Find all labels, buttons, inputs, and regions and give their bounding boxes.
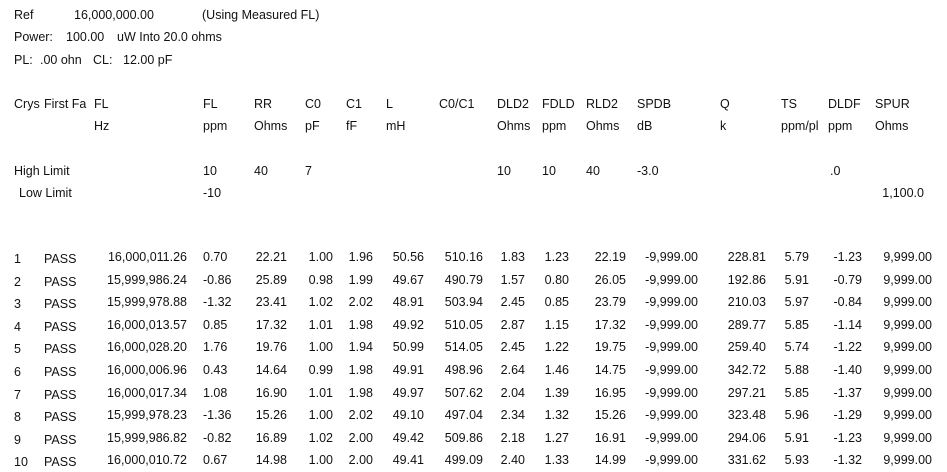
- cell-fdld: 1.15: [544, 318, 569, 332]
- cell-c0: 1.00: [308, 408, 333, 422]
- cell-c1: 2.02: [348, 408, 373, 422]
- cell-dldf: -1.29: [833, 408, 862, 422]
- cell-spdb: -9,999.00: [645, 318, 698, 332]
- cell-q: 210.03: [727, 295, 766, 309]
- cell-dld2: 2.40: [500, 453, 525, 467]
- cell-l: 49.97: [392, 386, 424, 400]
- column-unit-c1: fF: [346, 119, 358, 133]
- ref-note: (Using Measured FL): [202, 8, 320, 22]
- cell-l: 49.92: [392, 318, 424, 332]
- cell-fl_ppm: 0.43: [203, 363, 228, 377]
- cell-c0c1: 503.94: [444, 295, 483, 309]
- cell-q: 331.62: [727, 453, 766, 467]
- cell-spur: 9,999.00: [883, 340, 932, 354]
- cell-c0c1: 499.09: [444, 453, 483, 467]
- cell-spdb: -9,999.00: [645, 340, 698, 354]
- column-unit-spur: Ohms: [875, 119, 909, 133]
- cell-c0: 0.99: [308, 363, 333, 377]
- cell-c0: 1.01: [308, 318, 333, 332]
- cell-dld2: 2.87: [500, 318, 525, 332]
- low-limit-label: Low Limit: [19, 186, 72, 200]
- cell-fdld: 1.32: [544, 408, 569, 422]
- cell-fl_hz: 16,000,013.57: [107, 318, 187, 332]
- cell-c0c1: 490.79: [444, 273, 483, 287]
- cell-rr: 15.26: [255, 408, 287, 422]
- cell-rld2: 14.75: [594, 363, 626, 377]
- cell-dldf: -1.23: [833, 431, 862, 445]
- cell-fl_hz: 16,000,028.20: [107, 340, 187, 354]
- cell-c0: 1.00: [308, 250, 333, 264]
- column-header-dldf: DLDF: [828, 97, 861, 111]
- cell-c0c1: 510.16: [444, 250, 483, 264]
- high-limit-dld2: 10: [497, 164, 511, 178]
- cell-dldf: -1.40: [833, 363, 862, 377]
- cell-dldf: -1.37: [833, 386, 862, 400]
- cell-c0: 1.01: [308, 386, 333, 400]
- cell-l: 50.99: [392, 340, 424, 354]
- column-header-first: First Fa: [44, 97, 87, 111]
- cell-fl_hz: 16,000,011.26: [107, 250, 187, 264]
- high-limit-spdb: -3.0: [637, 164, 659, 178]
- cell-l: 49.10: [392, 408, 424, 422]
- cell-l: 49.41: [392, 453, 424, 467]
- cell-spur: 9,999.00: [883, 453, 932, 467]
- row-number: 7: [14, 388, 21, 402]
- column-unit-l: mH: [386, 119, 406, 133]
- cell-fl_ppm: 0.67: [203, 453, 228, 467]
- column-header-l: L: [386, 97, 393, 111]
- column-unit-rr: Ohms: [254, 119, 288, 133]
- row-number: 4: [14, 320, 21, 334]
- cell-ts: 5.79: [784, 250, 809, 264]
- row-status: PASS: [44, 342, 77, 356]
- cell-ts: 5.91: [784, 431, 809, 445]
- cell-spur: 9,999.00: [883, 250, 932, 264]
- cell-spur: 9,999.00: [883, 386, 932, 400]
- cell-spur: 9,999.00: [883, 431, 932, 445]
- row-status: PASS: [44, 297, 77, 311]
- high-limit-rr: 40: [254, 164, 268, 178]
- cell-fdld: 1.27: [544, 431, 569, 445]
- cell-c0: 1.00: [308, 453, 333, 467]
- row-status: PASS: [44, 455, 77, 469]
- cell-spdb: -9,999.00: [645, 453, 698, 467]
- cell-l: 49.91: [392, 363, 424, 377]
- high-limit-c0: 7: [305, 164, 312, 178]
- pl-label: PL:: [14, 53, 33, 67]
- cell-fl_ppm: 1.76: [203, 340, 228, 354]
- row-number: 2: [14, 275, 21, 289]
- cell-dld2: 2.04: [500, 386, 525, 400]
- cell-rr: 16.89: [255, 431, 287, 445]
- column-unit-fl_hz: Hz: [94, 119, 110, 133]
- row-number: 6: [14, 365, 21, 379]
- cell-dldf: -1.22: [833, 340, 862, 354]
- column-unit-dldf: ppm: [828, 119, 853, 133]
- cell-fl_hz: 15,999,986.24: [107, 273, 187, 287]
- row-status: PASS: [44, 388, 77, 402]
- cell-spdb: -9,999.00: [645, 408, 698, 422]
- cell-dldf: -1.14: [833, 318, 862, 332]
- cell-ts: 5.97: [784, 295, 809, 309]
- cell-c1: 2.02: [348, 295, 373, 309]
- cell-ts: 5.91: [784, 273, 809, 287]
- high-limit-rld2: 40: [586, 164, 600, 178]
- cell-rld2: 16.95: [594, 386, 626, 400]
- cell-dld2: 2.34: [500, 408, 525, 422]
- cell-spur: 9,999.00: [883, 408, 932, 422]
- column-header-fl_ppm: FL: [203, 97, 218, 111]
- low-limit-fl_ppm: -10: [203, 186, 222, 200]
- cell-c0: 1.02: [308, 431, 333, 445]
- cell-fl_hz: 15,999,986.82: [107, 431, 187, 445]
- cell-fl_hz: 16,000,017.34: [107, 386, 187, 400]
- power-unit: uW Into 20.0 ohms: [117, 30, 222, 44]
- row-number: 8: [14, 410, 21, 424]
- cell-fdld: 0.85: [544, 295, 569, 309]
- cell-dld2: 2.64: [500, 363, 525, 377]
- cell-fdld: 1.46: [544, 363, 569, 377]
- row-status: PASS: [44, 365, 77, 379]
- cell-c1: 1.98: [348, 318, 373, 332]
- cell-c1: 1.99: [348, 273, 373, 287]
- row-number: 3: [14, 297, 21, 311]
- cell-spdb: -9,999.00: [645, 295, 698, 309]
- cell-dld2: 1.83: [500, 250, 525, 264]
- column-header-c0c1: C0/C1: [439, 97, 475, 111]
- cell-l: 48.91: [392, 295, 424, 309]
- cell-rr: 14.64: [255, 363, 287, 377]
- cell-c0c1: 497.04: [444, 408, 483, 422]
- cell-rld2: 19.75: [594, 340, 626, 354]
- cell-q: 323.48: [727, 408, 766, 422]
- cell-l: 49.42: [392, 431, 424, 445]
- row-number: 1: [14, 252, 21, 266]
- cell-rr: 19.76: [255, 340, 287, 354]
- row-number: 9: [14, 433, 21, 447]
- cell-spdb: -9,999.00: [645, 431, 698, 445]
- cell-q: 192.86: [727, 273, 766, 287]
- cell-rld2: 26.05: [594, 273, 626, 287]
- column-header-c0: C0: [305, 97, 321, 111]
- cell-l: 49.67: [392, 273, 424, 287]
- cell-c0: 1.00: [308, 340, 333, 354]
- cell-ts: 5.93: [784, 453, 809, 467]
- column-header-crys: Crys: [14, 97, 40, 111]
- row-number: 5: [14, 342, 21, 356]
- cell-fl_hz: 15,999,978.23: [107, 408, 187, 422]
- column-unit-spdb: dB: [637, 119, 653, 133]
- cell-fdld: 1.33: [544, 453, 569, 467]
- cell-q: 289.77: [727, 318, 766, 332]
- cell-q: 259.40: [727, 340, 766, 354]
- high-limit-fl_ppm: 10: [203, 164, 217, 178]
- cell-fl_hz: 15,999,978.88: [107, 295, 187, 309]
- cell-spdb: -9,999.00: [645, 386, 698, 400]
- cell-fl_hz: 16,000,010.72: [107, 453, 187, 467]
- cell-ts: 5.85: [784, 386, 809, 400]
- cell-c0c1: 509.86: [444, 431, 483, 445]
- cell-dldf: -0.79: [833, 273, 862, 287]
- cell-rr: 16.90: [255, 386, 287, 400]
- cell-c1: 1.98: [348, 363, 373, 377]
- cell-rld2: 17.32: [594, 318, 626, 332]
- cell-q: 342.72: [727, 363, 766, 377]
- cell-rld2: 22.19: [594, 250, 626, 264]
- cell-rld2: 15.26: [594, 408, 626, 422]
- cell-l: 50.56: [392, 250, 424, 264]
- column-header-c1: C1: [346, 97, 362, 111]
- cell-spur: 9,999.00: [883, 363, 932, 377]
- cell-q: 294.06: [727, 431, 766, 445]
- row-number: 10: [14, 455, 28, 469]
- pl-value: .00 ohn: [40, 53, 82, 67]
- column-unit-fl_ppm: ppm: [203, 119, 228, 133]
- cell-fdld: 1.22: [544, 340, 569, 354]
- high-limit-dldf: .0: [830, 164, 841, 178]
- cell-rr: 23.41: [255, 295, 287, 309]
- cell-fl_ppm: -0.82: [203, 431, 232, 445]
- cell-fl_ppm: 0.85: [203, 318, 228, 332]
- power-value: 100.00: [66, 30, 105, 44]
- cell-rr: 17.32: [255, 318, 287, 332]
- ref-value: 16,000,000.00: [74, 8, 154, 22]
- column-header-ts: TS: [781, 97, 797, 111]
- cell-ts: 5.88: [784, 363, 809, 377]
- cell-c0c1: 510.05: [444, 318, 483, 332]
- cell-q: 228.81: [727, 250, 766, 264]
- row-status: PASS: [44, 410, 77, 424]
- cell-c0: 0.98: [308, 273, 333, 287]
- cell-ts: 5.74: [784, 340, 809, 354]
- cell-spdb: -9,999.00: [645, 250, 698, 264]
- column-header-fl_hz: FL: [94, 97, 109, 111]
- row-status: PASS: [44, 320, 77, 334]
- column-header-dld2: DLD2: [497, 97, 529, 111]
- cell-ts: 5.85: [784, 318, 809, 332]
- cell-c1: 1.98: [348, 386, 373, 400]
- cell-rld2: 23.79: [594, 295, 626, 309]
- high-limit-label: High Limit: [14, 164, 70, 178]
- cell-c1: 2.00: [348, 453, 373, 467]
- column-unit-ts: ppm/pl: [781, 119, 819, 133]
- cell-fdld: 1.23: [544, 250, 569, 264]
- cell-dld2: 1.57: [500, 273, 525, 287]
- cell-spdb: -9,999.00: [645, 363, 698, 377]
- cell-fl_ppm: -0.86: [203, 273, 232, 287]
- cell-spdb: -9,999.00: [645, 273, 698, 287]
- row-status: PASS: [44, 433, 77, 447]
- cell-q: 297.21: [727, 386, 766, 400]
- column-unit-q: k: [720, 119, 727, 133]
- cell-fdld: 1.39: [544, 386, 569, 400]
- cell-dld2: 2.18: [500, 431, 525, 445]
- cell-c0c1: 498.96: [444, 363, 483, 377]
- column-header-rr: RR: [254, 97, 273, 111]
- cell-c0: 1.02: [308, 295, 333, 309]
- cell-c1: 1.96: [348, 250, 373, 264]
- cell-rr: 25.89: [255, 273, 287, 287]
- column-header-q: Q: [720, 97, 730, 111]
- cell-dldf: -1.32: [833, 453, 862, 467]
- cell-fl_ppm: 0.70: [203, 250, 228, 264]
- cell-fl_ppm: 1.08: [203, 386, 228, 400]
- ref-label: Ref: [14, 8, 34, 22]
- cell-rr: 14.98: [255, 453, 287, 467]
- cell-dldf: -0.84: [833, 295, 862, 309]
- cell-c1: 1.94: [348, 340, 373, 354]
- high-limit-fdld: 10: [542, 164, 556, 178]
- power-label: Power:: [14, 30, 53, 44]
- column-header-spdb: SPDB: [637, 97, 672, 111]
- cell-spur: 9,999.00: [883, 295, 932, 309]
- cell-fdld: 0.80: [544, 273, 569, 287]
- cell-c1: 2.00: [348, 431, 373, 445]
- cell-fl_ppm: -1.36: [203, 408, 232, 422]
- row-status: PASS: [44, 252, 77, 266]
- cell-fl_ppm: -1.32: [203, 295, 232, 309]
- column-header-rld2: RLD2: [586, 97, 618, 111]
- cell-spur: 9,999.00: [883, 273, 932, 287]
- cell-dld2: 2.45: [500, 340, 525, 354]
- cell-c0c1: 514.05: [444, 340, 483, 354]
- cell-c0c1: 507.62: [444, 386, 483, 400]
- cell-ts: 5.96: [784, 408, 809, 422]
- cell-rld2: 16.91: [594, 431, 626, 445]
- column-header-fdld: FDLD: [542, 97, 575, 111]
- column-unit-rld2: Ohms: [586, 119, 620, 133]
- cell-rld2: 14.99: [594, 453, 626, 467]
- row-status: PASS: [44, 275, 77, 289]
- column-unit-fdld: ppm: [542, 119, 567, 133]
- cell-spur: 9,999.00: [883, 318, 932, 332]
- cell-fl_hz: 16,000,006.96: [107, 363, 187, 377]
- cell-dld2: 2.45: [500, 295, 525, 309]
- cell-dldf: -1.23: [833, 250, 862, 264]
- column-unit-dld2: Ohms: [497, 119, 531, 133]
- cl-label: CL:: [93, 53, 113, 67]
- cell-rr: 22.21: [255, 250, 287, 264]
- column-unit-c0: pF: [305, 119, 320, 133]
- column-header-spur: SPUR: [875, 97, 910, 111]
- cl-value: 12.00 pF: [123, 53, 173, 67]
- low-limit-spur: 1,100.0: [882, 186, 924, 200]
